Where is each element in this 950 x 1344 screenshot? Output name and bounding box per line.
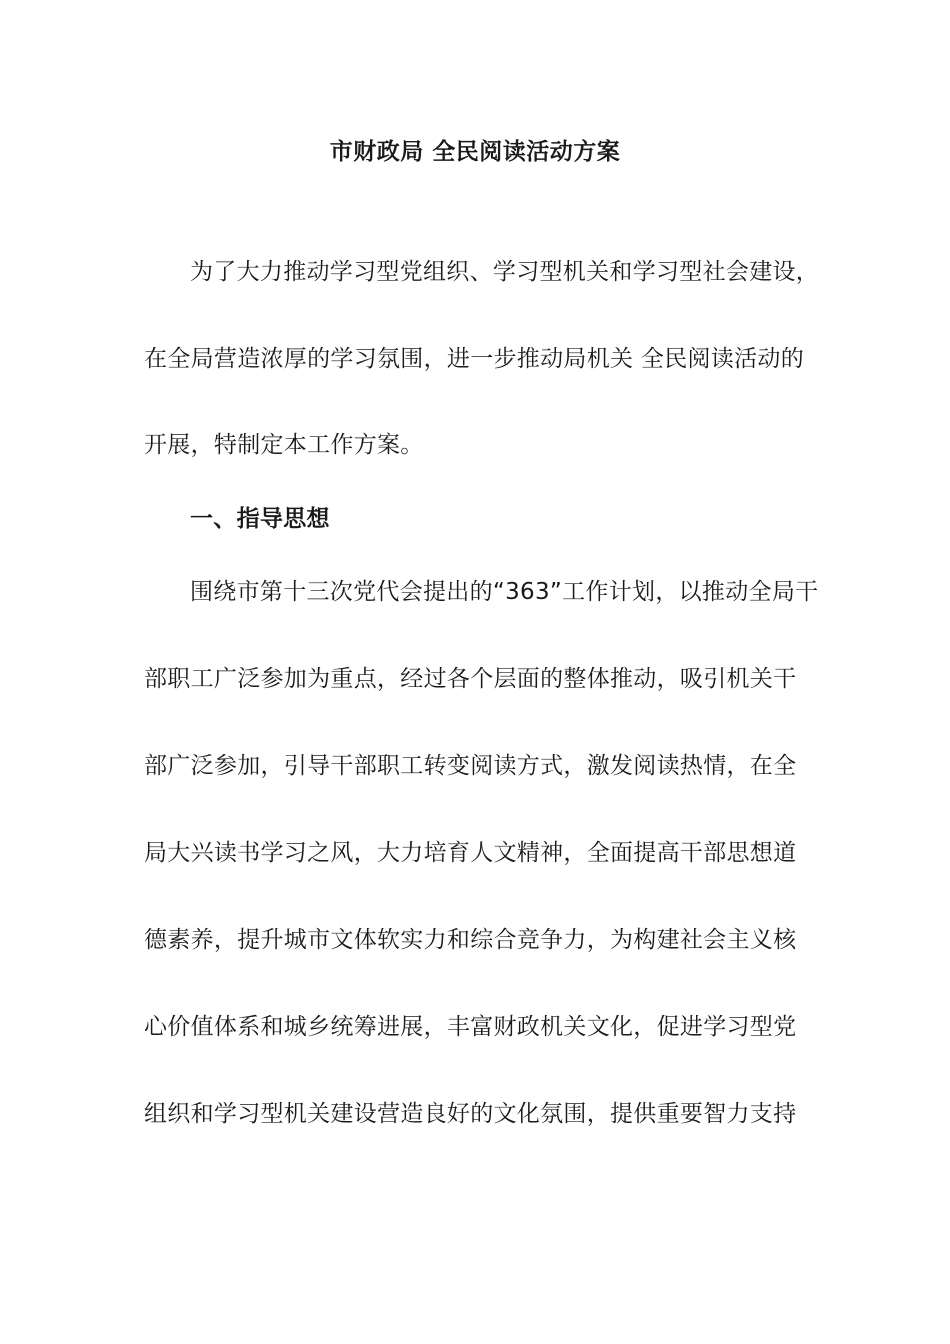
document-title: 市财政局 全民阅读活动方案: [329, 139, 621, 165]
section-1-line-5: 德素养，提升城市文体软实力和综合竞争力，为构建社会主义核: [144, 927, 797, 953]
section-1-line-1: 围绕市第十三次党代会提出的“363”工作计划，以推动全局干: [190, 579, 819, 605]
intro-line-3: 开展，特制定本工作方案。: [144, 432, 424, 458]
section-1-line-3: 部广泛参加，引导干部职工转变阅读方式，激发阅读热情，在全: [144, 753, 797, 779]
section-1-line-4: 局大兴读书学习之风，大力培育人文精神，全面提高干部思想道: [144, 840, 797, 866]
intro-line-2: 在全局营造浓厚的学习氛围，进一步推动局机关 全民阅读活动的: [144, 346, 805, 372]
intro-line-1: 为了大力推动学习型党组织、学习型机关和学习型社会建设，: [190, 259, 820, 285]
section-1-line-7: 组织和学习型机关建设营造良好的文化氛围，提供重要智力支持: [144, 1101, 797, 1127]
section-heading-guiding-thought: 一、指导思想: [190, 506, 330, 532]
section-1-line-2: 部职工广泛参加为重点，经过各个层面的整体推动，吸引机关干: [144, 666, 797, 692]
section-1-line-6: 心价值体系和城乡统筹进展，丰富财政机关文化，促进学习型党: [144, 1014, 797, 1040]
